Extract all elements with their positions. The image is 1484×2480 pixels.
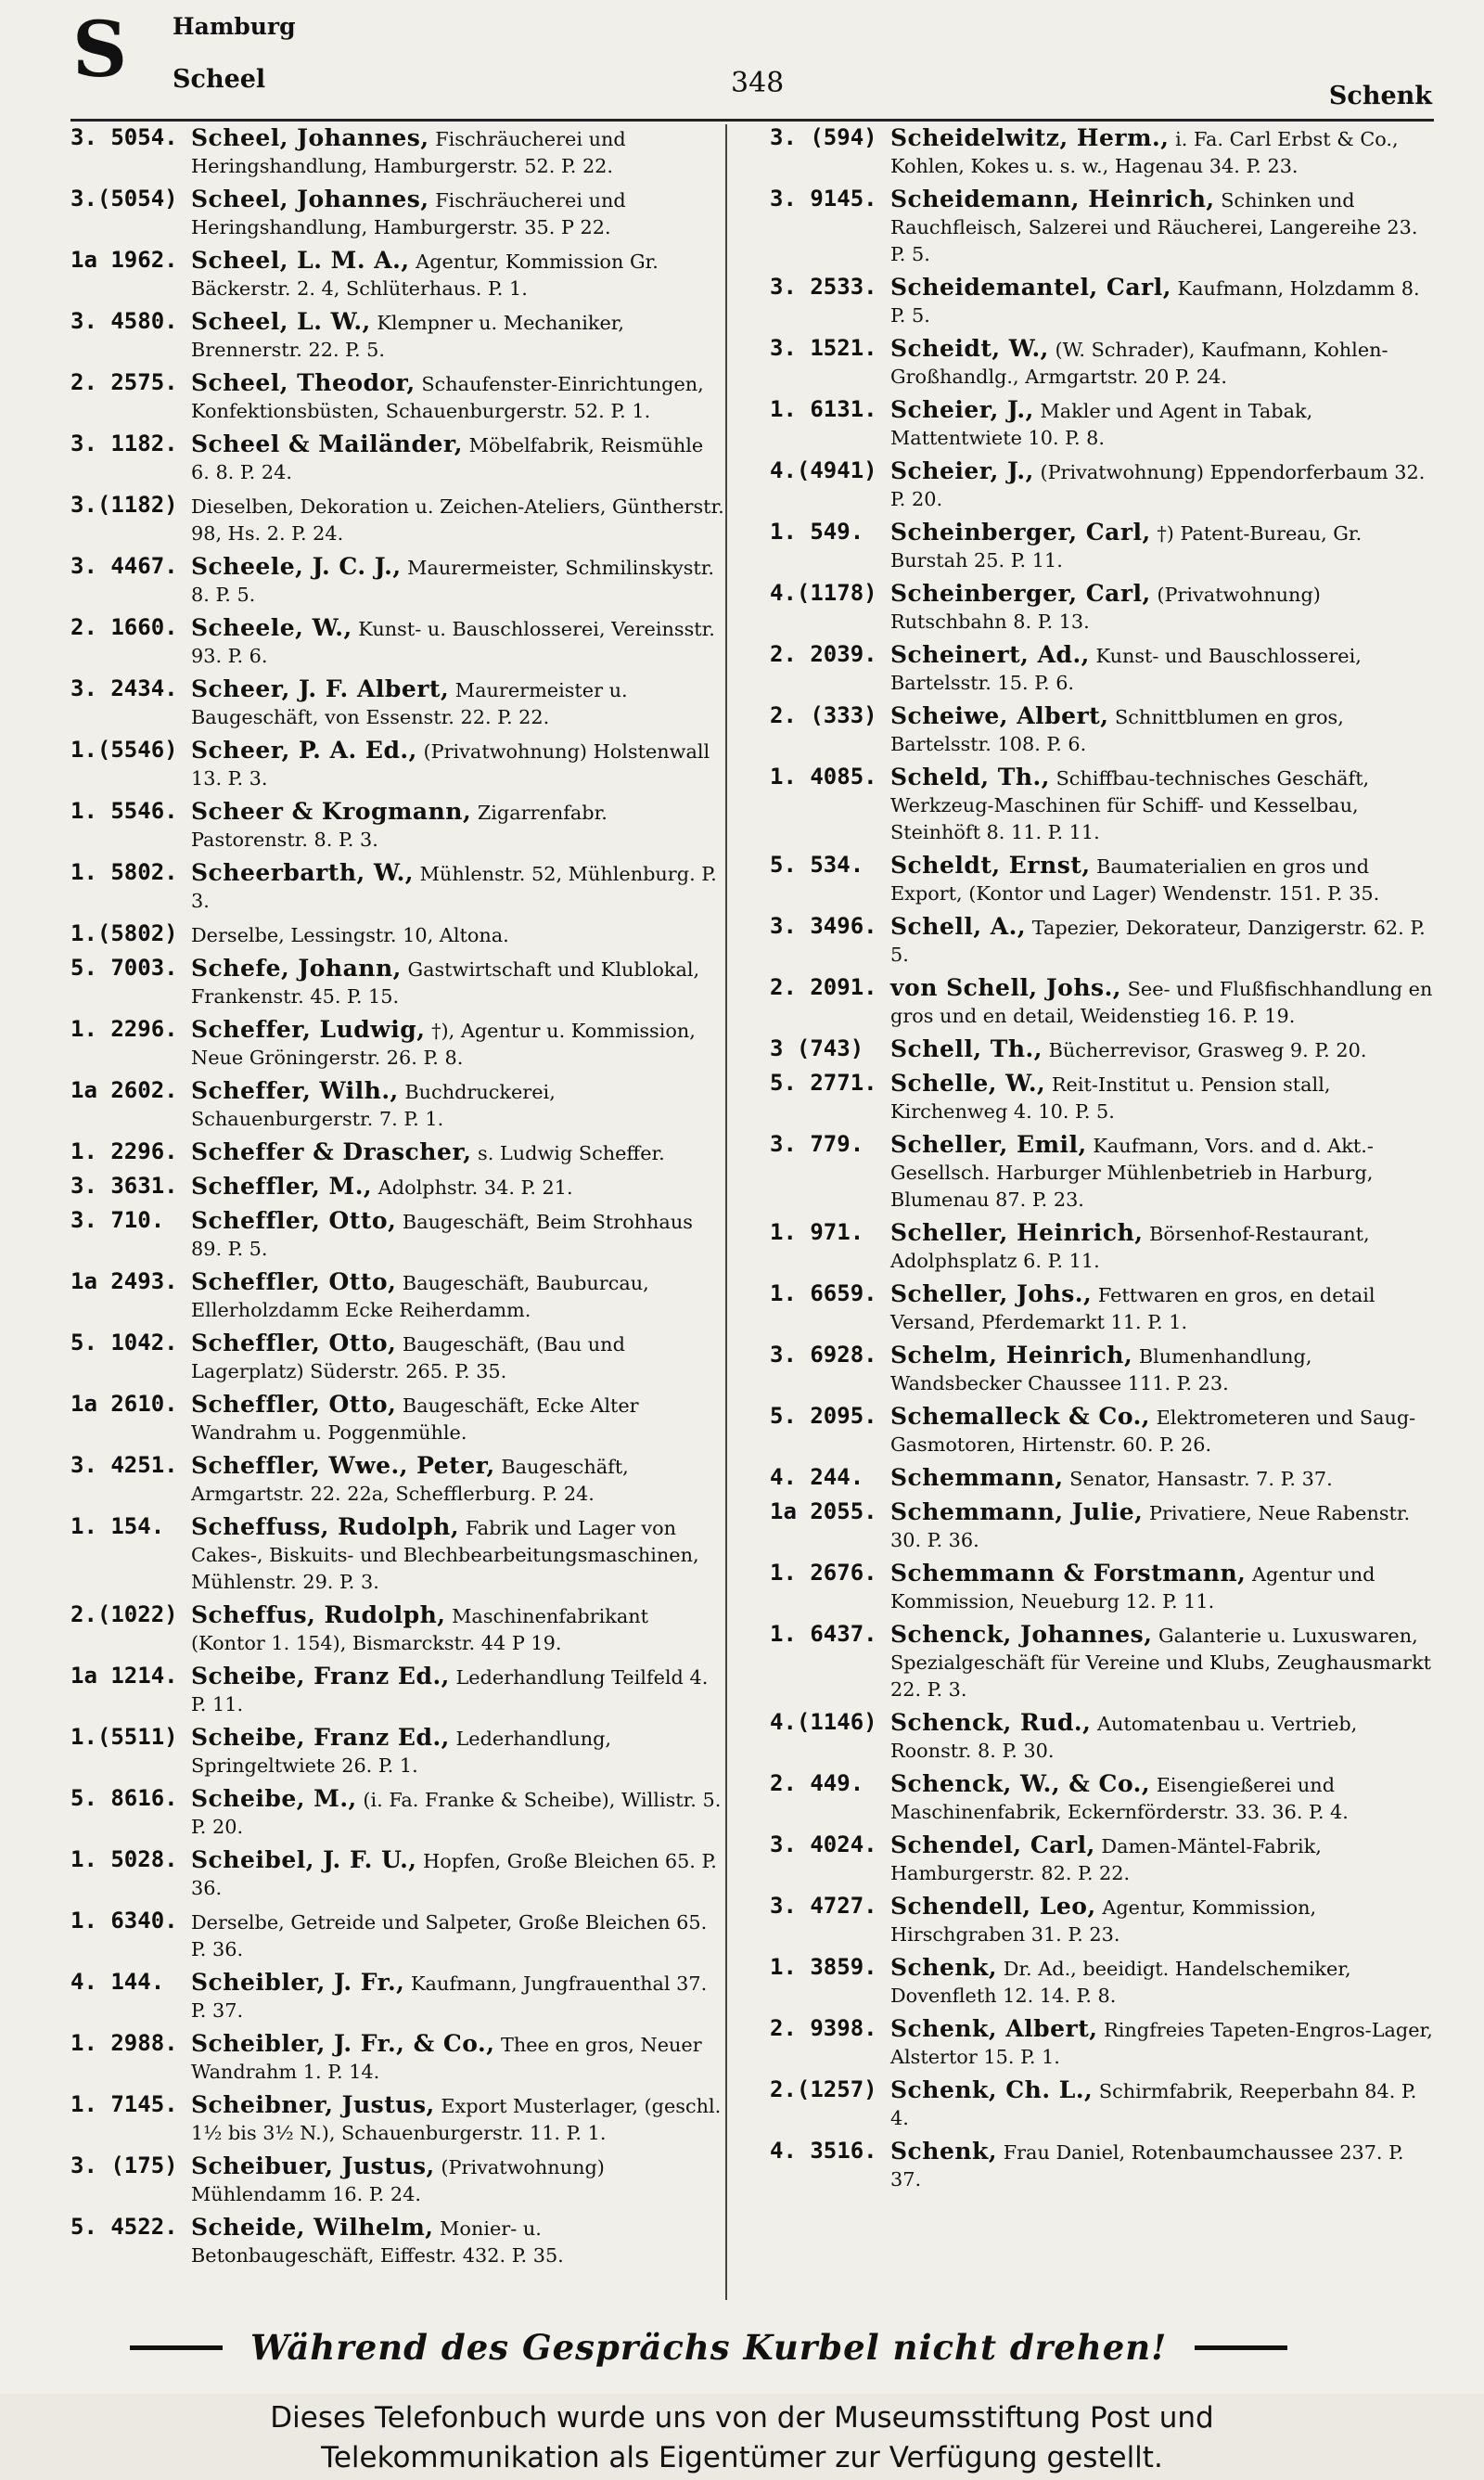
phone-number: 2. 2039. [770,641,877,667]
subscriber-details: Lederhandlung, Springeltwiete 26. P. 1. [191,1728,612,1777]
directory-entry [70,553,727,609]
phone-number: 3. 1521. [770,335,877,361]
phone-number: 1. 154. [70,1513,165,1539]
subscriber-name: Scheel, Johannes, [191,124,429,151]
subscriber-details: Derselbe, Getreide und Salpeter, Große Bleichen 65. P. 36. [191,1911,708,1960]
phone-number: 3. 1182. [70,430,178,456]
directory-entry [70,955,727,1010]
subscriber-name: Schenck, Johannes, [890,1621,1153,1648]
subscriber-details: Tapezier, Dekorateur, Danzigerstr. 62. P. 5. [890,917,1426,966]
subscriber-name: Schell, Th., [890,1035,1043,1062]
subscriber-details: (Privatwohnung) Rutschbahn 8. P. 13. [890,584,1321,633]
phone-number: 3.(5054) [70,186,178,212]
directory-entry [770,274,1436,329]
subscriber-name: Schendel, Carl, [890,1831,1095,1858]
phone-number: 5. 534. [770,852,864,878]
subscriber-details: Kaufmann, Jungfrauenthal 37. P. 37. [191,1972,708,2022]
first-entry-name: Scheel [173,65,266,94]
subscriber-details: Kaufmann, Vors. and d. Akt.-Gesellsch. Harburger Mühlenbetrieb in Harburg, Blumenau 87. P. 23. [890,1135,1374,1211]
phone-number: 2. (333) [770,702,877,728]
subscriber-details: Export Musterlager, (geschl. 1½ bis 3½ N.), Schauenburgerstr. 11. P. 1. [191,2095,722,2144]
left-column [70,124,727,2275]
subscriber-name: Scheidemann, Heinrich, [890,186,1215,212]
phone-number: 2. 449. [770,1770,864,1796]
directory-entry [70,2152,727,2208]
subscriber-name: Scheel, Theodor, [191,369,416,396]
subscriber-name: Scheibuer, Justus, [191,2152,435,2179]
subscriber-details: (i. Fa. Franke & Scheibe), Willistr. 5. P. 20. [191,1789,722,1838]
directory-entry [770,457,1436,513]
subscriber-name: Schell, A., [890,913,1027,940]
phone-number: 1. 5802. [70,859,178,885]
phone-number: 3. 6928. [770,1342,877,1368]
directory-entry [70,1724,727,1780]
subscriber-name: Scheidelwitz, Herm., [890,124,1170,151]
subscriber-details: Dieselben, Dekoration u. Zeichen-Ateliers, Güntherstr. 98, Hs. 2. P. 24. [191,495,724,545]
subscriber-details: Derselbe, Lessingstr. 10, Altona. [191,924,509,946]
phone-number: 2. 2575. [70,369,178,395]
directory-entry [770,1070,1436,1125]
subscriber-details: Eisengießerei und Maschinenfabrik, Eckernförderstr. 33. 36. P. 4. [890,1774,1349,1823]
subscriber-details: Agentur, Kommission Gr. Bäckerstr. 2. 4, Schlüterhaus. P. 1. [191,251,659,300]
subscriber-details: Kunst- u. Bauschlosserei, Vereinsstr. 93. P. 6. [191,618,715,667]
directory-entry [770,1498,1436,1554]
directory-entry [70,1663,727,1718]
subscriber-name: Schefe, Johann, [191,955,402,982]
phone-number: 4. 244. [770,1464,864,1490]
directory-entry [770,641,1436,697]
subscriber-details: Blumenhandlung, Wandsbecker Chaussee 111. P. 23. [890,1345,1312,1394]
subscriber-name: Scheffler, M., [191,1173,373,1200]
phone-number: 3. 4580. [70,308,178,334]
ownership-caption [0,2398,1484,2478]
phone-number: 1. 4085. [770,764,877,790]
subscriber-name: Scheibler, J. Fr., & Co., [191,2030,495,2057]
directory-entry [770,335,1436,391]
subscriber-name: Scheibe, Franz Ed., [191,1663,450,1690]
phone-number: 3. 779. [770,1131,864,1157]
subscriber-details: Agentur, Kommission, Hirschgraben 31. P. 23. [890,1896,1317,1946]
subscriber-name: Scheide, Wilhelm, [191,2214,434,2241]
subscriber-name: Scheele, W., [191,614,352,641]
subscriber-name: Scheinberger, Carl, [890,580,1151,607]
directory-entry [770,974,1436,1030]
subscriber-name: Scheel, L. M. A., [191,247,410,274]
phone-number: 1. 5028. [70,1846,178,1872]
subscriber-name: Scheffer & Drascher, [191,1138,472,1165]
directory-entry [70,1908,727,1963]
phone-number: 1a 1962. [70,247,178,273]
phone-number: 3. 3496. [770,913,877,939]
slogan-row [130,2327,1456,2368]
subscriber-name: Schenk, Ch. L., [890,2076,1094,2103]
subscriber-details: Mühlenstr. 52, Mühlenburg. P. 3. [191,863,717,912]
phone-number: 1. 7145. [70,2091,178,2117]
subscriber-name: Scheller, Johs., [890,1280,1093,1307]
phone-number: 1. 2296. [70,1138,178,1164]
subscriber-name: von Schell, Johs., [890,974,1122,1001]
directory-entry [770,396,1436,452]
directory-entry [770,1831,1436,1887]
subscriber-name: Scheerbarth, W., [191,859,415,886]
subscriber-details: Gastwirtschaft und Klublokal, Frankenstr. 45. P. 15. [191,958,700,1008]
subscriber-details: Zigarrenfabr. Pastorenstr. 8. P. 3. [191,802,608,851]
directory-entry [70,2214,727,2269]
subscriber-details: Klempner u. Mechaniker, Brennerstr. 22. P. 5. [191,312,625,361]
directory-entry [770,1709,1436,1765]
phone-number: 1a 2602. [70,1077,178,1103]
subscriber-details: Adolphstr. 34. P. 21. [377,1176,573,1199]
subscriber-details: Bücherrevisor, Grasweg 9. P. 20. [1048,1039,1367,1061]
subscriber-details: Schnittblumen en gros, Bartelsstr. 108. P. 6. [890,706,1344,755]
subscriber-details: Hopfen, Große Bleichen 65. P. 36. [191,1850,717,1899]
directory-entry [70,1846,727,1902]
subscriber-name: Schemmann & Forstmann, [890,1560,1247,1587]
directory-entry [770,124,1436,180]
subscriber-name: Schemmann, [890,1464,1064,1491]
phone-number: 3 (743) [770,1035,864,1061]
subscriber-name: Scheffuss, Rudolph, [191,1513,460,1540]
subscriber-name: Schemmann, Julie, [890,1498,1144,1525]
slogan: Während des Gesprächs Kurbel nicht drehen! [250,2327,1168,2368]
directory-entry [70,1173,727,1201]
subscriber-name: Scheibe, M., [191,1785,357,1812]
directory-entry [70,124,727,180]
subscriber-details: Baugeschäft, Beim Strohhaus 89. P. 5. [191,1211,693,1260]
subscriber-name: Scheidemantel, Carl, [890,274,1171,301]
subscriber-details: Senator, Hansastr. 7. P. 37. [1069,1468,1333,1490]
directory-entry [70,920,727,949]
subscriber-name: Scheier, J., [890,396,1034,423]
directory-entry [770,1342,1436,1397]
subscriber-name: Scheinberger, Carl, [890,519,1151,546]
subscriber-name: Schenck, Rud., [890,1709,1092,1736]
subscriber-details: (Privatwohnung) Mühlendamm 16. P. 24. [191,2156,605,2205]
subscriber-name: Scheffler, Otto, [191,1207,397,1234]
subscriber-details: Kunst- und Bauschlosserei, Bartelsstr. 15. P. 6. [890,645,1362,694]
phone-number: 5. 4522. [70,2214,178,2240]
subscriber-name: Schenk, Albert, [890,2015,1098,2042]
directory-entry [70,1016,727,1072]
directory-entry [770,1770,1436,1826]
phone-number: 5. 1042. [70,1330,178,1356]
subscriber-details: Baugeschäft, Ecke Alter Wandrahm u. Poggenmühle. [191,1394,639,1444]
subscriber-details: Frau Daniel, Rotenbaumchaussee 237. P. 37. [890,2141,1404,2191]
directory-entry [770,2015,1436,2071]
directory-entry [770,702,1436,758]
subscriber-name: Scheller, Heinrich, [890,1219,1144,1246]
phone-number: 3. 9145. [770,186,877,212]
page-number: 348 [731,67,785,99]
directory-entry [70,1785,727,1841]
directory-entry [70,369,727,425]
phone-number: 1a 2055. [770,1498,877,1524]
directory-entry [770,1035,1436,1064]
subscriber-details: Maurermeister, Schmilinskystr. 8. P. 5. [191,557,715,606]
phone-number: 3. 4467. [70,553,178,579]
phone-number: 3.(1182) [70,492,178,518]
directory-entry [770,1131,1436,1214]
phone-number: 4. 3516. [770,2138,877,2164]
directory-entry [770,186,1436,268]
header-rule [70,119,1434,122]
subscriber-details: Monier- u. Betonbaugeschäft, Eiffestr. 432. P. 35. [191,2217,564,2267]
phone-number: 5. 7003. [70,955,178,981]
phone-number: 3. 3631. [70,1173,178,1199]
directory-entry [70,859,727,915]
subscriber-details: Schinken und Rauchfleisch, Salzerei und Räucherei, Langereihe 23. P. 5. [890,189,1418,265]
directory-entry [70,430,727,486]
phone-number: 4.(1146) [770,1709,877,1735]
subscriber-details: †), Agentur u. Kommission, Neue Gröningerstr. 26. P. 8. [191,1020,696,1069]
subscriber-details: Dr. Ad., beeidigt. Handelschemiker, Dovenfleth 12. 14. P. 8. [890,1958,1351,2007]
directory-entry [70,798,727,854]
phone-number: 1a 2610. [70,1391,178,1417]
phone-number: 1. 2988. [70,2030,178,2056]
subscriber-details: Lederhandlung Teilfeld 4. P. 11. [191,1666,709,1715]
subscriber-details: Fettwaren en gros, en detail Versand, Pferdemarkt 11. P. 1. [890,1284,1375,1333]
subscriber-details: Elektrometeren und Saug-Gasmotoren, Hirtenstr. 60. P. 26. [890,1407,1416,1456]
subscriber-details: Agentur und Kommission, Neueburg 12. P. 11. [890,1563,1375,1613]
directory-entry [70,492,727,547]
subscriber-name: Scheibner, Justus, [191,2091,435,2118]
subscriber-name: Schemalleck & Co., [890,1403,1150,1430]
subscriber-details: Makler und Agent in Tabak, Mattentwiete 10. P. 8. [890,400,1313,449]
directory-entry [770,580,1436,636]
subscriber-details: See- und Flußfischhandlung en gros und en detail, Weidenstieg 16. P. 19. [890,978,1433,1027]
directory-entry [70,1077,727,1133]
directory-entry [70,1391,727,1446]
subscriber-name: Scheibel, J. F. U., [191,1846,417,1873]
phone-number: 3. 5054. [70,124,178,150]
subscriber-details: (Privatwohnung) Holstenwall 13. P. 3. [191,740,710,790]
directory-entry [770,1464,1436,1493]
subscriber-name: Scheier, J., [890,457,1034,484]
subscriber-name: Schendell, Leo, [890,1893,1096,1920]
subscriber-details: (Privatwohnung) Eppendorferbaum 32. P. 20. [890,461,1426,510]
phone-number: 3. 2434. [70,675,178,701]
subscriber-details: Damen-Mäntel-Fabrik, Hamburgerstr. 82. P. 22. [890,1835,1322,1884]
directory-entry [770,1403,1436,1458]
subscriber-name: Scheffler, Otto, [191,1330,397,1356]
directory-entry [770,1560,1436,1615]
phone-number: 1. 2676. [770,1560,877,1586]
subscriber-name: Schelm, Heinrich, [890,1342,1133,1368]
phone-number: 1a 1214. [70,1663,178,1689]
subscriber-name: Scheer & Krogmann, [191,798,472,825]
subscriber-details: Ringfreies Tapeten-Engros-Lager, Alstertor 15. P. 1. [890,2019,1433,2068]
directory-entry [770,913,1436,969]
directory-entry [770,764,1436,846]
phone-number: 1. 6131. [770,396,877,422]
phone-number: 1. 5546. [70,798,178,824]
subscriber-details: Börsenhof-Restaurant, Adolphsplatz 6. P. 11. [890,1223,1370,1272]
phone-number: 2.(1257) [770,2076,877,2102]
phone-number: 1.(5802) [70,920,178,946]
directory-entry [770,2138,1436,2193]
subscriber-name: Scheel, Johannes, [191,186,429,212]
phone-number: 1a 2493. [70,1268,178,1294]
right-column [770,124,1436,2199]
subscriber-name: Scheibler, J. Fr., [191,1969,405,1996]
subscriber-details: Buchdruckerei, Schauenburgerstr. 7. P. 1. [191,1081,556,1130]
phone-number: 3. (594) [770,124,877,150]
phone-number: 1.(5546) [70,737,178,763]
phone-number: 4.(4941) [770,457,877,483]
subscriber-details: Thee en gros, Neuer Wandrahm 1. P. 14. [191,2034,702,2083]
subscriber-details: Kaufmann, Holzdamm 8. P. 5. [890,277,1420,327]
subscriber-details: Galanterie u. Luxuswaren, Spezialgeschäft für Vereine und Klubs, Zeughausmarkt 22. P. 3. [890,1625,1432,1701]
phone-number: 3. 4024. [770,1831,877,1857]
phone-number: 5. 2771. [770,1070,877,1096]
phone-number: 1. 6437. [770,1621,877,1647]
phone-number: 2.(1022) [70,1601,178,1627]
subscriber-name: Scheel & Mailänder, [191,430,463,457]
directory-entry [70,1452,727,1508]
phone-number: 4.(1178) [770,580,877,606]
subscriber-details: Schaufenster-Einrichtungen, Konfektionsbüsten, Schauenburgerstr. 52. P. 1. [191,373,704,422]
subscriber-name: Scheffler, Otto, [191,1391,397,1418]
phone-number: 3. 2533. [770,274,877,300]
phone-number: 2. 1660. [70,614,178,640]
directory-entry [70,247,727,302]
directory-entry [770,519,1436,574]
directory-entry [70,614,727,670]
subscriber-name: Schenck, W., & Co., [890,1770,1151,1797]
directory-entry [70,2030,727,2086]
page-header [0,0,1484,121]
subscriber-name: Scheffler, Wwe., Peter, [191,1452,495,1479]
subscriber-name: Scheldt, Ernst, [890,852,1091,879]
subscriber-name: Scheffus, Rudolph, [191,1601,446,1628]
subscriber-name: Scheffer, Ludwig, [191,1016,426,1043]
subscriber-details: Maurermeister u. Baugeschäft, von Essenstr. 22. P. 22. [191,679,628,728]
subscriber-name: Scheele, J. C. J., [191,553,402,580]
phone-number: 5. 8616. [70,1785,178,1811]
directory-entry [770,1621,1436,1703]
directory-entry [70,1138,727,1167]
subscriber-name: Schelle, W., [890,1070,1046,1097]
subscriber-name: Scheibe, Franz Ed., [191,1724,450,1751]
subscriber-details: Möbelfabrik, Reismühle 6. 8. P. 24. [191,434,704,483]
subscriber-name: Scheffler, Otto, [191,1268,397,1295]
subscriber-details: Baugeschäft, (Bau und Lagerplatz) Süderstr. 265. P. 35. [191,1333,625,1382]
directory-entry [70,1601,727,1657]
column-divider [725,124,727,2300]
directory-entry [70,2091,727,2147]
phone-number: 2. 9398. [770,2015,877,2041]
phone-number: 5. 2095. [770,1403,877,1429]
subscriber-name: Scheld, Th., [890,764,1050,790]
subscriber-name: Scheer, P. A. Ed., [191,737,417,764]
directory-entry [770,1954,1436,2010]
phone-number: 3. 4727. [770,1893,877,1919]
phone-number: 1. 971. [770,1219,864,1245]
subscriber-details: s. Ludwig Scheffer. [478,1142,665,1164]
phone-number: 1. 549. [770,519,864,545]
last-entry-name: Schenk [1328,82,1432,110]
subscriber-name: Scheer, J. F. Albert, [191,675,450,702]
directory-entry [770,1280,1436,1336]
subscriber-details: Privatiere, Neue Rabenstr. 30. P. 36. [890,1502,1411,1551]
subscriber-details: Maschinenfabrikant (Kontor 1. 154), Bismarckstr. 44 P 19. [191,1605,649,1654]
phone-number: 1. 6340. [70,1908,178,1934]
section-letter: S [72,6,128,95]
subscriber-details: Automatenbau u. Vertrieb, Roonstr. 8. P. 30. [890,1713,1358,1762]
directory-entry [70,1268,727,1324]
subscriber-details: Fischräucherei und Heringshandlung, Hamburgerstr. 35. P 22. [191,189,626,238]
directory-entry [770,1893,1436,1948]
subscriber-name: Scheinert, Ad., [890,641,1090,668]
phone-number: 2. 2091. [770,974,877,1000]
subscriber-details: i. Fa. Carl Erbst & Co., Kohlen, Kokes u. s. w., Hagenau 34. P. 23. [890,128,1399,177]
subscriber-name: Scheel, L. W., [191,308,371,335]
subscriber-details: (W. Schrader), Kaufmann, Kohlen-Großhandlg., Armgartstr. 20 P. 24. [890,339,1388,388]
phone-number: 3. (175) [70,2152,178,2178]
phone-number: 3. 4251. [70,1452,178,1478]
subscriber-name: Schenk, [890,1954,998,1981]
subscriber-name: Schenk, [890,2138,998,2165]
directory-entry [70,1969,727,2024]
caption-line-1: Dieses Telefonbuch wurde uns von der Museumsstiftung Post und [270,2401,1214,2435]
subscriber-details: Fischräucherei und Heringshandlung, Hamburgerstr. 52. P. 22. [191,128,626,177]
directory-entry [70,1513,727,1596]
subscriber-details: Baugeschäft, Bauburcau, Ellerholzdamm Ecke Reiherdamm. [191,1272,649,1321]
subscriber-details: Baugeschäft, Armgartstr. 22. 22a, Schefflerburg. P. 24. [191,1456,629,1505]
subscriber-details: Schiffbau-technisches Geschäft, Werkzeug-Maschinen für Schiff- und Kesselbau, Steinhöft 8. 11. P. 11. [890,767,1370,843]
subscriber-details: Schirmfabrik, Reeperbahn 84. P. 4. [890,2080,1417,2129]
caption-line-2: Telekommunikation als Eigentümer zur Verfügung gestellt. [321,2441,1163,2474]
slogan-bar-right [1195,2345,1287,2350]
slogan-bar-left [130,2345,223,2350]
subscriber-details: Baumaterialien en gros und Export, (Kontor und Lager) Wendenstr. 151. P. 35. [890,855,1380,905]
directory-entry [770,852,1436,907]
directory-entry [70,737,727,792]
subscriber-details: Fabrik und Lager von Cakes-, Biskuits- und Blechbearbeitungsmaschinen, Mühlenstr. 29. P. 3. [191,1517,699,1593]
phone-number: 1. 6659. [770,1280,877,1306]
directory-entry [770,2076,1436,2132]
directory-entry [70,186,727,241]
directory-entry [70,1207,727,1263]
subscriber-name: Scheiwe, Albert, [890,702,1109,729]
subscriber-name: Scheffer, Wilh., [191,1077,399,1104]
subscriber-details: Reit-Institut u. Pension stall, Kirchenweg 4. 10. P. 5. [890,1073,1331,1123]
phone-number: 1. 3859. [770,1954,877,1980]
subscriber-details: †) Patent-Bureau, Gr. Burstah 25. P. 11. [890,522,1362,572]
directory-entry [70,1330,727,1385]
subscriber-name: Scheller, Emil, [890,1131,1087,1158]
phone-number: 1. 2296. [70,1016,178,1042]
city-name: Hamburg [173,13,296,40]
subscriber-name: Scheidt, W., [890,335,1049,362]
directory-entry [70,675,727,731]
directory-entry [70,308,727,364]
phone-number: 4. 144. [70,1969,165,1995]
phone-number: 3. 710. [70,1207,165,1233]
directory-entry [770,1219,1436,1275]
phone-number: 1.(5511) [70,1724,178,1750]
